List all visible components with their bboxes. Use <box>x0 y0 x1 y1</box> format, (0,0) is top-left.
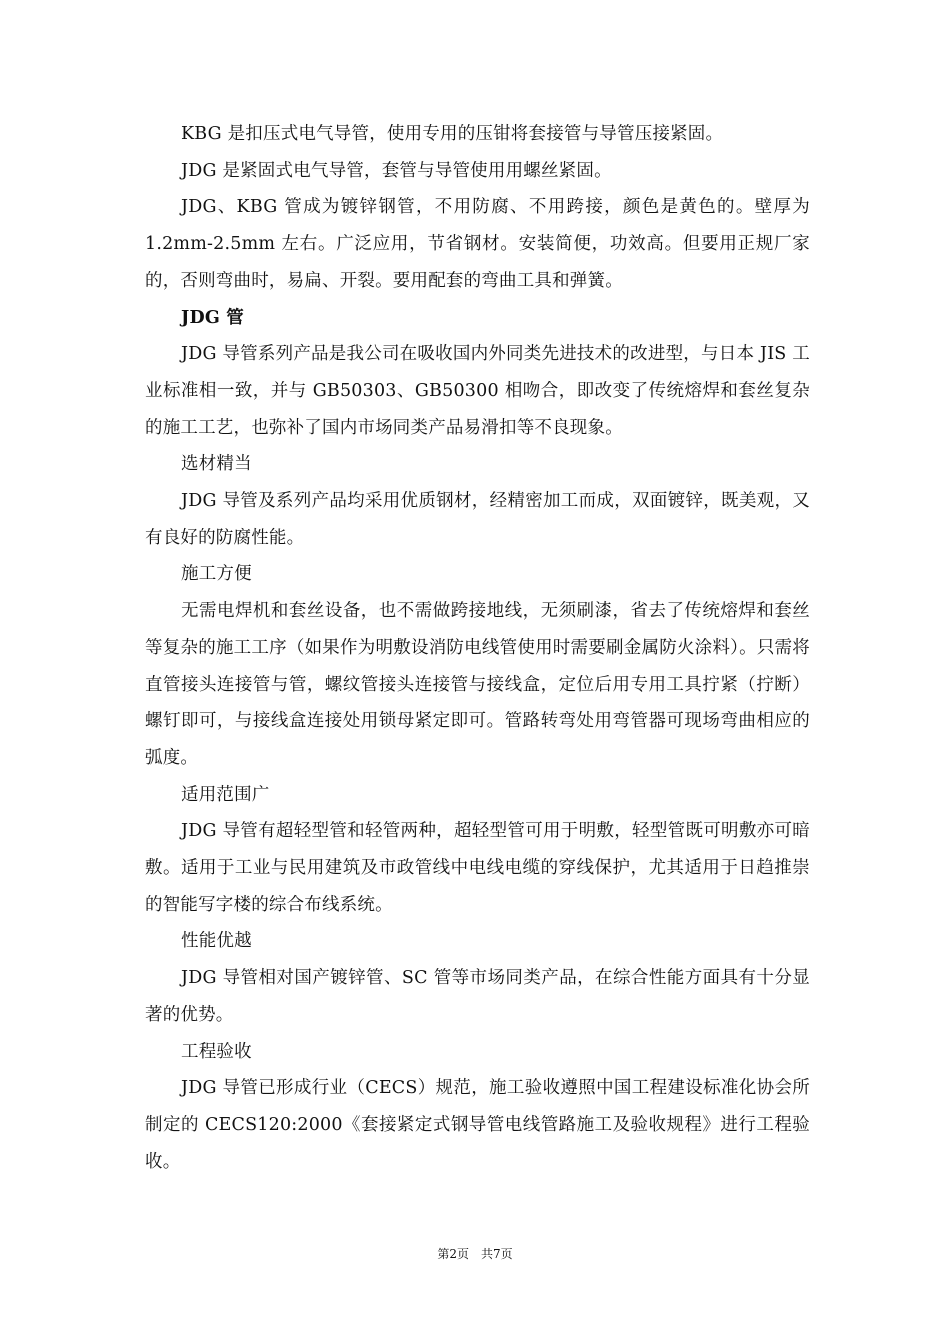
paragraph-wide-application: JDG 导管有超轻型管和轻管两种，超轻型管可用于明敷，轻型管既可明敷亦可暗敷。适用于工业与民用建筑及市政管线中电线电缆的穿线保护，尤其适用于日趋推崇的智能写字楼的综合布线系统。 <box>145 821 810 915</box>
paragraph-material-selection: JDG 导管及系列产品均采用优质钢材，经精密加工而成，双面镀锌，既美观，又有良好的防腐性能。 <box>145 491 810 548</box>
subheading-easy-construction: 施工方便 <box>181 564 252 585</box>
paragraph-jdg-definition: JDG 是紧固式电气导管，套管与导管使用用螺丝紧固。 <box>181 160 612 181</box>
paragraph-kbg-definition: KBG 是扣压式电气导管，使用专用的压钳将套接管与导管压接紧固。 <box>181 124 724 144</box>
paragraph-jdg-kbg-properties: JDG、KBG 管成为镀锌钢管，不用防腐、不用跨接，颜色是黄色的。壁厚为 1.2mm-2.5mm 左右。广泛应用，节省钢材。安装简便，功效高。但要用正规厂家的，否则弯曲时，易扁、开裂。要用配套的弯曲工具和弹簧。 <box>145 197 810 291</box>
section-heading-jdg-pipe: JDG 管 <box>181 307 244 328</box>
paragraph-jdg-product-intro: JDG 导管系列产品是我公司在吸收国内外同类先进技术的改进型，与日本 JIS 工业标准相一致，并与 GB50303、GB50300 相吻合，即改变了传统熔焊和套丝复杂的施工工艺，也弥补了国内市场同类产品易滑扣等不良现象。 <box>145 344 810 438</box>
subheading-material-selection: 选材精当 <box>181 454 252 475</box>
paragraph-easy-construction: 无需电焊机和套丝设备，也不需做跨接地线，无须刷漆，省去了传统熔焊和套丝等复杂的施工工序（如果作为明敷设消防电线管使用时需要刷金属防火涂料）。只需将直管接头连接管与管，螺纹管接头连接管与接线盒，定位后用专用工具拧紧（拧断）螺钉即可，与接线盒连接处用锁母紧定即可。管路转弯处用弯管器可现场弯曲相应的弧度。 <box>145 601 810 768</box>
subheading-wide-application: 适用范围广 <box>181 784 270 805</box>
subheading-project-acceptance: 工程验收 <box>181 1041 252 1062</box>
subheading-superior-performance: 性能优越 <box>181 931 252 952</box>
document-body <box>145 116 810 1180</box>
paragraph-project-acceptance: JDG 导管已形成行业（CECS）规范，施工验收遵照中国工程建设标准化协会所制定的 CECS120:2000《套接紧定式钢导管电线管路施工及验收规程》进行工程验收。 <box>145 1078 810 1172</box>
paragraph-superior-performance: JDG 导管相对国产镀锌管、SC 管等市场同类产品，在综合性能方面具有十分显著的优势。 <box>145 968 810 1025</box>
page-number-footer: 第2页 共7页 <box>437 1247 513 1261</box>
